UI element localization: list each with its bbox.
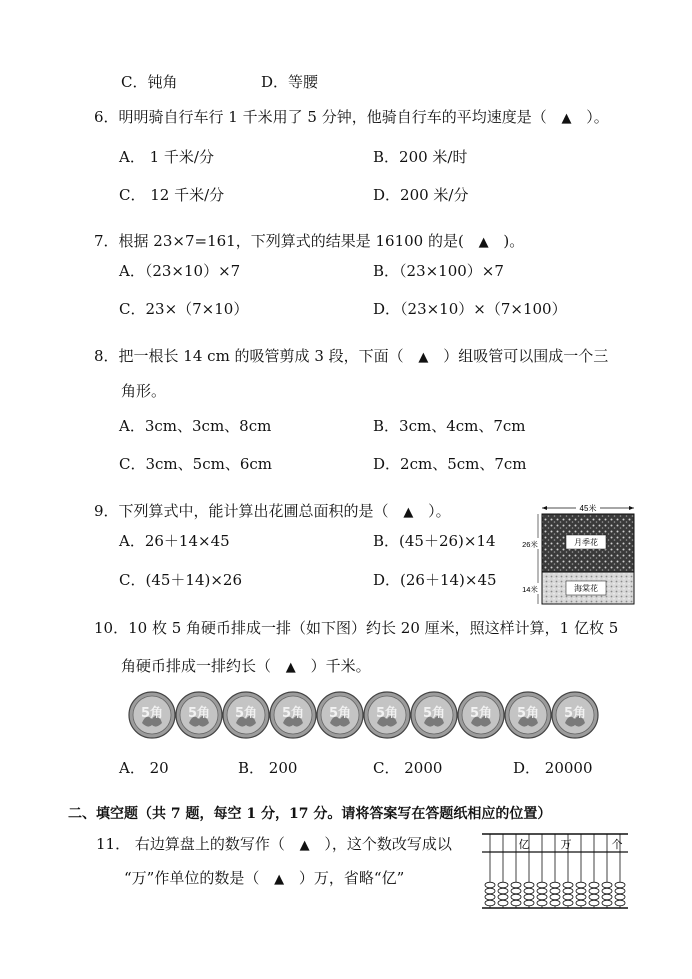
answer-mark: ▲ <box>403 505 414 520</box>
q5-option-d: D．等腰 <box>261 73 319 91</box>
answer-mark: ▲ <box>299 838 310 853</box>
arrow-right-icon <box>629 506 634 510</box>
abacus-bead <box>615 900 625 906</box>
q8-option-d: D．2cm、5cm、7cm <box>373 455 527 473</box>
abacus-bead <box>550 900 560 906</box>
coin-icon <box>176 692 222 738</box>
q8-option-b: B．3cm、4cm、7cm <box>373 417 526 435</box>
q8-option-a: A．3cm、3cm、8cm <box>119 417 272 435</box>
abacus-bead <box>589 900 599 906</box>
q5-option-c: C．钝角 <box>121 73 178 91</box>
abacus-bead <box>576 888 586 894</box>
abacus-bead <box>511 882 521 888</box>
coin-label: 5角 <box>516 706 540 721</box>
q10-option-a: A． 20 <box>119 759 169 777</box>
abacus-bead <box>563 882 573 888</box>
coin-label: 5角 <box>187 706 211 721</box>
abacus-bead <box>498 888 508 894</box>
abacus-bead <box>498 894 508 900</box>
q10-stem-cont <box>121 656 371 678</box>
abacus-bead <box>537 888 547 894</box>
answer-mark: ▲ <box>561 111 572 126</box>
q6-option-d: D．200 米/分 <box>373 186 469 204</box>
q9-option-c: C．(45＋14)×26 <box>119 571 243 589</box>
arrow-left-icon <box>542 506 547 510</box>
coin-label: 5角 <box>281 706 305 721</box>
abacus-label-ge: 个 <box>611 838 623 851</box>
q7-stem-text: 7．根据 23×7=161，下列算式的结果是 16100 的是( <box>94 232 464 250</box>
q8-stem-cont: 角形。 <box>121 382 167 400</box>
abacus-bead <box>563 894 573 900</box>
q9-option-a: A．26＋14×45 <box>119 532 230 550</box>
q6-option-a: A． 1 千米/分 <box>119 148 214 166</box>
q11-stem-text-4: ）万，省略“亿” <box>298 869 405 887</box>
q7-option-c: C．23×（7×10） <box>119 300 249 318</box>
q10-option-d: D． 20000 <box>513 759 593 777</box>
abacus-rods <box>485 834 625 908</box>
q7-stem-end: )。 <box>503 232 525 250</box>
abacus-bead <box>524 882 534 888</box>
coin-label: 5角 <box>234 706 258 721</box>
coin-label: 5角 <box>375 706 399 721</box>
abacus-bead <box>550 882 560 888</box>
abacus-bead <box>576 900 586 906</box>
abacus-bead <box>537 894 547 900</box>
abacus-bead <box>485 882 495 888</box>
abacus-bead <box>576 882 586 888</box>
abacus-bead <box>563 900 573 906</box>
abacus-bead <box>615 894 625 900</box>
begonia-label: 海棠花 <box>574 584 598 593</box>
top-height-label: 26米 <box>522 540 538 549</box>
q6-option-b: B．200 米/时 <box>373 148 468 166</box>
abacus-bead <box>602 894 612 900</box>
q6-stem-text: 6．明明骑自行车行 1 千米用了 5 分钟，他骑自行车的平均速度是（ <box>94 108 547 126</box>
abacus-bead <box>485 894 495 900</box>
abacus-label-yi: 亿 <box>518 838 530 851</box>
q8-stem-end: ）组吸管可以围成一个三 <box>443 347 609 365</box>
abacus-bead <box>589 894 599 900</box>
coin-label: 5角 <box>328 706 352 721</box>
coin-icon <box>129 692 175 738</box>
coin-row-figure <box>128 690 608 740</box>
answer-mark: ▲ <box>418 350 429 365</box>
abacus-label-wan: 万 <box>560 838 572 851</box>
coin-icon <box>317 692 363 738</box>
coin-label: 5角 <box>140 706 164 721</box>
abacus-bead <box>511 888 521 894</box>
q7-option-b: B．（23×100）×7 <box>373 262 504 280</box>
rose-label: 月季花 <box>574 538 598 547</box>
abacus-bead <box>550 894 560 900</box>
abacus-bead <box>524 888 534 894</box>
q7-option-a: A．（23×10）×7 <box>119 262 241 280</box>
abacus-bead <box>589 882 599 888</box>
abacus-bead <box>602 900 612 906</box>
q10-stem: 10．10 枚 5 角硬币排成一排（如下图）约长 20 厘米，照这样计算，1 亿枚 5 <box>94 619 619 637</box>
q6-stem-end: ）。 <box>586 108 609 126</box>
coin-icon <box>411 692 457 738</box>
coin-icon <box>458 692 504 738</box>
abacus-bead <box>485 900 495 906</box>
garden-figure <box>520 500 640 612</box>
q10-option-b: B． 200 <box>238 759 298 777</box>
q11-stem-text-2: ），这个数改写成以 <box>324 835 452 853</box>
coin-icon <box>223 692 269 738</box>
q6-option-c: C． 12 千米/分 <box>119 186 225 204</box>
q7-stem <box>94 231 524 253</box>
abacus-bead <box>550 888 560 894</box>
q9-stem-text: 9．下列算式中，能计算出花圃总面积的是（ <box>94 502 389 520</box>
q11-stem <box>96 834 452 856</box>
width-label: 45米 <box>579 504 597 513</box>
abacus-bead <box>602 888 612 894</box>
coin-icon <box>552 692 598 738</box>
bottom-height-label: 14米 <box>522 585 538 594</box>
q7-option-d: D．（23×10）×（7×100） <box>373 300 567 318</box>
abacus-bead <box>524 900 534 906</box>
coin-icon <box>505 692 551 738</box>
abacus-bead <box>615 888 625 894</box>
q11-stem-cont <box>124 868 404 890</box>
abacus-bead <box>589 888 599 894</box>
q10-stem-text: 角硬币排成一排约长（ <box>121 657 272 675</box>
q10-option-c: C． 2000 <box>373 759 443 777</box>
abacus-bead <box>602 882 612 888</box>
abacus-bead <box>485 888 495 894</box>
abacus-bead <box>498 900 508 906</box>
q9-stem-end: ）。 <box>428 502 451 520</box>
q8-stem <box>94 346 608 368</box>
abacus-bead <box>537 900 547 906</box>
abacus-bead <box>511 900 521 906</box>
q9-option-b: B．(45＋26)×14 <box>373 532 496 550</box>
coin-icon <box>270 692 316 738</box>
q6-stem <box>94 107 609 129</box>
answer-mark: ▲ <box>285 660 296 675</box>
q11-stem-text: 11． 右边算盘上的数写作（ <box>96 835 285 853</box>
coin-label: 5角 <box>563 706 587 721</box>
abacus-bead <box>511 894 521 900</box>
coin-label: 5角 <box>422 706 446 721</box>
abacus-bead <box>576 894 586 900</box>
abacus-bead <box>524 894 534 900</box>
abacus-figure <box>480 828 630 910</box>
abacus-bead <box>498 882 508 888</box>
coin-label: 5角 <box>469 706 493 721</box>
q11-stem-text-3: “万”作单位的数是（ <box>124 869 260 887</box>
abacus-bead <box>537 882 547 888</box>
section-heading: 二、填空题（共 7 题，每空 1 分，17 分。请将答案写在答题纸相应的位置） <box>68 806 552 822</box>
abacus-bead <box>615 882 625 888</box>
q9-stem <box>94 501 451 523</box>
coin-icon <box>364 692 410 738</box>
q8-option-c: C．3cm、5cm、6cm <box>119 455 272 473</box>
q10-stem-end: ）千米。 <box>310 657 371 675</box>
abacus-bead <box>563 888 573 894</box>
q9-option-d: D．(26＋14)×45 <box>373 571 497 589</box>
q8-stem-text: 8．把一根长 14 cm 的吸管剪成 3 段，下面（ <box>94 347 404 365</box>
answer-mark: ▲ <box>478 235 489 250</box>
answer-mark: ▲ <box>274 872 285 887</box>
